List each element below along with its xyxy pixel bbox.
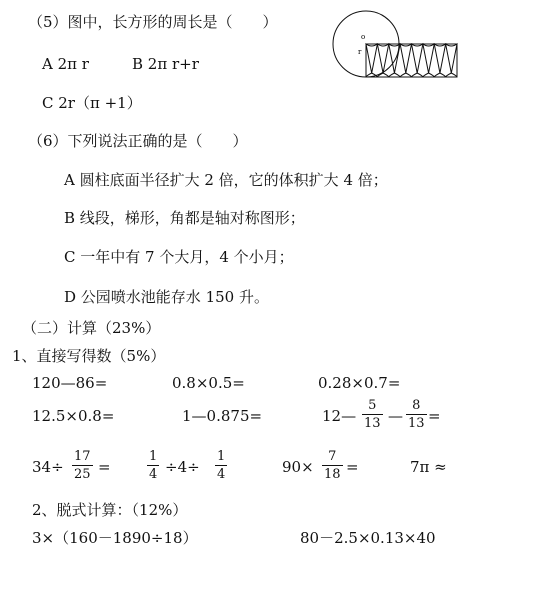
q5-question: （5）图中，长方形的周长是（ ） — [28, 13, 278, 31]
q6-option-c: C 一年中有 7 个大月，4 个小月； — [64, 248, 294, 266]
fraction-numerator: 8 — [412, 398, 421, 413]
fraction-bar — [147, 465, 159, 466]
calc-2a: 12.5×0.8= — [32, 407, 115, 425]
calc-1c: 0.28×0.7= — [318, 374, 401, 392]
calc-3b-fraction-1 — [147, 449, 159, 482]
fraction-denominator: 18 — [324, 467, 341, 482]
calc-3b-middle: ÷4÷ — [165, 458, 200, 476]
q5-option-c: C 2r（π +1） — [42, 94, 142, 112]
part2-expression-b: 80－2.5×0.13×40 — [300, 529, 436, 547]
section2-title: （二）计算（23%） — [22, 319, 161, 337]
sector-shape — [400, 44, 411, 73]
sector-shape — [434, 44, 445, 73]
calc-2c-minus: — — [388, 407, 403, 425]
fraction-numerator: 1 — [217, 449, 226, 464]
sector-shape — [412, 44, 423, 73]
calc-3a-prefix: 34÷ — [32, 458, 64, 476]
sector-arc — [434, 73, 445, 77]
fraction-denominator: 13 — [408, 416, 425, 431]
calc-3a-fraction — [72, 449, 93, 482]
calc-3b-fraction-2 — [215, 449, 227, 482]
figure-sectors — [366, 44, 457, 77]
sector-shape — [366, 44, 377, 73]
part1-title: 1、直接写得数（5%） — [12, 347, 166, 365]
sector-arc — [400, 73, 411, 77]
sector-arc — [446, 73, 457, 77]
calc-3a-equals: = — [98, 458, 111, 476]
sector-arc — [389, 73, 400, 77]
sector-shape — [423, 44, 434, 73]
sector-arc — [412, 73, 423, 77]
fraction-numerator: 17 — [74, 449, 91, 464]
figure-rectangle — [366, 44, 457, 77]
sector-arc — [377, 73, 388, 77]
calc-1a: 120—86= — [32, 374, 108, 392]
fraction-numerator: 5 — [368, 398, 377, 413]
part2-expression-a: 3×（160－1890÷18） — [32, 529, 198, 547]
calc-3c-equals: = — [346, 458, 359, 476]
calc-2c-fraction-1 — [362, 398, 383, 431]
calc-3c-prefix: 90× — [282, 458, 314, 476]
fraction-denominator: 4 — [149, 467, 158, 482]
q6-question: （6）下列说法正确的是（ ） — [28, 132, 248, 150]
q6-option-d: D 公园喷水池能存水 150 升。 — [64, 288, 269, 306]
sector-shape — [446, 44, 457, 73]
fraction-numerator: 1 — [149, 449, 158, 464]
q6-option-b: B 线段，梯形，角都是轴对称图形； — [64, 209, 305, 227]
fraction-numerator: 7 — [328, 449, 337, 464]
fraction-bar — [406, 414, 427, 415]
calc-2b: 1—0.875= — [182, 407, 263, 425]
sector-shape — [377, 44, 388, 73]
figure-radius-label: r — [358, 48, 362, 56]
figure-center-label: o — [361, 33, 366, 41]
fraction-denominator: 25 — [74, 467, 91, 482]
calc-3c-fraction — [322, 449, 343, 482]
q5-option-a: A 2π r — [42, 55, 89, 73]
fraction-bar — [72, 465, 93, 466]
fraction-denominator: 4 — [217, 467, 226, 482]
calc-2c-equals: = — [428, 407, 441, 425]
fraction-bar — [362, 414, 383, 415]
fraction-bar — [215, 465, 227, 466]
sector-arc — [423, 73, 434, 77]
part2-title: 2、脱式计算：（12%） — [32, 501, 188, 519]
calc-2c-prefix: 12— — [322, 407, 357, 425]
calc-2c-fraction-2 — [406, 398, 427, 431]
circle-rectangle-figure — [332, 8, 462, 80]
fraction-denominator: 13 — [364, 416, 381, 431]
q6-option-a: A 圆柱底面半径扩大 2 倍，它的体积扩大 4 倍； — [64, 171, 388, 189]
fraction-bar — [322, 465, 343, 466]
calc-3d: 7π ≈ — [410, 458, 447, 476]
q5-option-b: B 2π r+r — [132, 55, 199, 73]
calc-1b: 0.8×0.5= — [172, 374, 245, 392]
